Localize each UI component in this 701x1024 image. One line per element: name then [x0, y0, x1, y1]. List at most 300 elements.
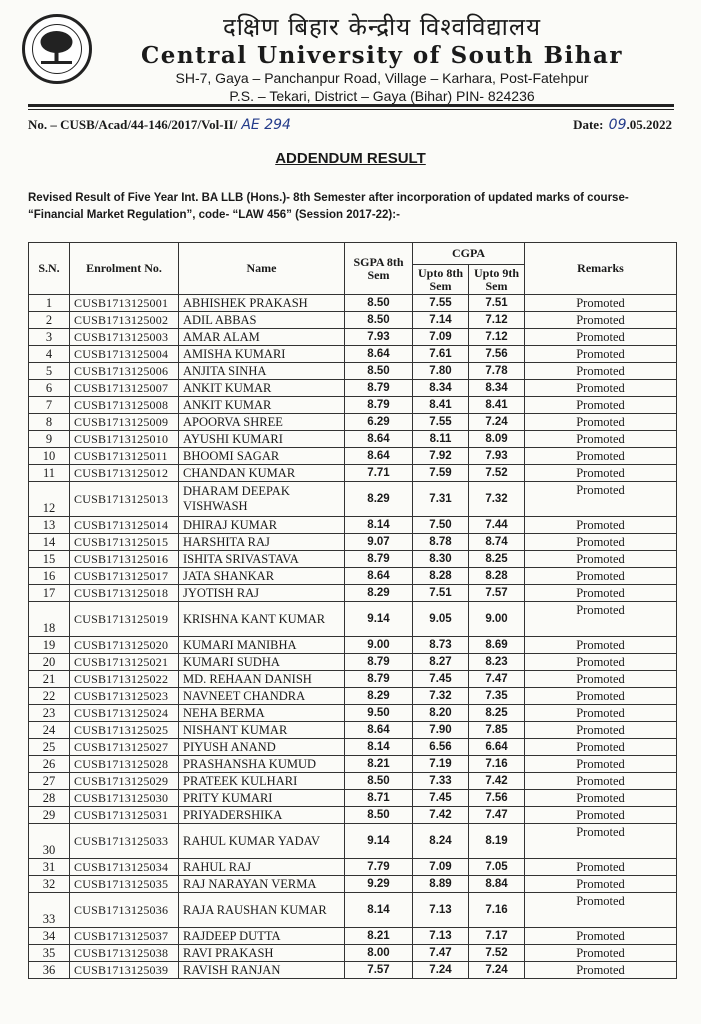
cell-enrolment: CUSB1713125027: [70, 739, 179, 756]
cell-name: MD. REHAAN DANISH: [179, 671, 345, 688]
cell-name: APOORVA SHREE: [179, 414, 345, 431]
cell-sgpa: 8.29: [345, 585, 413, 602]
cell-enrolment: CUSB1713125010: [70, 431, 179, 448]
table-row: [29, 517, 677, 534]
cell-remarks: Promoted: [525, 448, 677, 465]
cell-cgpa-upto9: 7.12: [469, 312, 525, 329]
cell-remarks: Promoted: [525, 482, 677, 517]
table-row: [29, 312, 677, 329]
cell-enrolment: CUSB1713125031: [70, 807, 179, 824]
cell-cgpa-upto8: 8.89: [413, 876, 469, 893]
cell-enrolment: CUSB1713125011: [70, 448, 179, 465]
cell-sgpa: 9.29: [345, 876, 413, 893]
cell-name: NEHA BERMA: [179, 705, 345, 722]
cell-remarks: Promoted: [525, 824, 677, 859]
cell-cgpa-upto9: 8.25: [469, 551, 525, 568]
cell-cgpa-upto9: 8.74: [469, 534, 525, 551]
cell-cgpa-upto8: 8.28: [413, 568, 469, 585]
cell-sgpa: 8.50: [345, 295, 413, 312]
cell-sn: 11: [29, 465, 70, 482]
cell-cgpa-upto9: 8.25: [469, 705, 525, 722]
cell-cgpa-upto9: 7.47: [469, 807, 525, 824]
cell-remarks: Promoted: [525, 568, 677, 585]
cell-sgpa: 8.29: [345, 482, 413, 517]
cell-remarks: Promoted: [525, 876, 677, 893]
cell-cgpa-upto8: 8.11: [413, 431, 469, 448]
cell-sgpa: 8.64: [345, 346, 413, 363]
cell-sn: 14: [29, 534, 70, 551]
cell-sgpa: 8.14: [345, 517, 413, 534]
cell-cgpa-upto9: 7.17: [469, 928, 525, 945]
cell-enrolment: CUSB1713125014: [70, 517, 179, 534]
cell-name: RAVI PRAKASH: [179, 945, 345, 962]
table-row: [29, 568, 677, 585]
cell-enrolment: CUSB1713125006: [70, 363, 179, 380]
table-row: [29, 654, 677, 671]
cell-sn: 5: [29, 363, 70, 380]
cell-remarks: Promoted: [525, 295, 677, 312]
cell-sgpa: 8.79: [345, 397, 413, 414]
cell-cgpa-upto9: 7.78: [469, 363, 525, 380]
cell-enrolment: CUSB1713125037: [70, 928, 179, 945]
cell-cgpa-upto9: 7.47: [469, 671, 525, 688]
cell-name: ADIL ABBAS: [179, 312, 345, 329]
cell-sn: 20: [29, 654, 70, 671]
cell-sn: 31: [29, 859, 70, 876]
cell-cgpa-upto8: 7.50: [413, 517, 469, 534]
cell-sn: 6: [29, 380, 70, 397]
header-sn: S.N.: [29, 243, 70, 295]
table-row: [29, 380, 677, 397]
cell-remarks: Promoted: [525, 790, 677, 807]
cell-sn: 12: [29, 482, 70, 517]
cell-sn: 9: [29, 431, 70, 448]
cell-cgpa-upto8: 8.78: [413, 534, 469, 551]
cell-name: PIYUSH ANAND: [179, 739, 345, 756]
cell-sgpa: 9.00: [345, 637, 413, 654]
cell-sn: 36: [29, 962, 70, 979]
cell-cgpa-upto8: 7.33: [413, 773, 469, 790]
table-row: [29, 465, 677, 482]
cell-cgpa-upto8: 7.24: [413, 962, 469, 979]
cell-sn: 1: [29, 295, 70, 312]
header-enrolment: Enrolment No.: [70, 243, 179, 295]
cell-enrolment: CUSB1713125033: [70, 824, 179, 859]
cell-name: NISHANT KUMAR: [179, 722, 345, 739]
cell-sgpa: 8.14: [345, 893, 413, 928]
cell-sn: 24: [29, 722, 70, 739]
cell-cgpa-upto9: 7.35: [469, 688, 525, 705]
cell-remarks: Promoted: [525, 585, 677, 602]
cell-cgpa-upto9: 8.09: [469, 431, 525, 448]
cell-enrolment: CUSB1713125003: [70, 329, 179, 346]
cell-sn: 23: [29, 705, 70, 722]
cell-sn: 33: [29, 893, 70, 928]
cell-sgpa: 8.79: [345, 380, 413, 397]
table-row: [29, 551, 677, 568]
cell-cgpa-upto9: 7.56: [469, 346, 525, 363]
reference-number: [28, 117, 291, 133]
table-row: [29, 876, 677, 893]
cell-remarks: Promoted: [525, 551, 677, 568]
cell-cgpa-upto8: 8.41: [413, 397, 469, 414]
cell-cgpa-upto9: 7.24: [469, 414, 525, 431]
cell-name: KRISHNA KANT KUMAR: [179, 602, 345, 637]
document-title: ADDENDUM RESULT: [275, 150, 426, 167]
table-row: [29, 363, 677, 380]
cell-sn: 25: [29, 739, 70, 756]
cell-name: KUMARI SUDHA: [179, 654, 345, 671]
address-line-1: SH-7, Gaya – Panchanpur Road, Village – Karhara, Post-Fatehpur: [175, 70, 589, 86]
table-row: [29, 756, 677, 773]
cell-sn: 32: [29, 876, 70, 893]
cell-sgpa: 9.14: [345, 602, 413, 637]
cell-cgpa-upto9: 8.69: [469, 637, 525, 654]
cell-remarks: Promoted: [525, 705, 677, 722]
cell-cgpa-upto8: 7.55: [413, 295, 469, 312]
cell-remarks: Promoted: [525, 945, 677, 962]
table-row: [29, 739, 677, 756]
cell-remarks: Promoted: [525, 859, 677, 876]
cell-name: PRITY KUMARI: [179, 790, 345, 807]
cell-cgpa-upto9: 9.00: [469, 602, 525, 637]
cell-cgpa-upto9: 7.16: [469, 893, 525, 928]
cell-sn: 10: [29, 448, 70, 465]
cell-enrolment: CUSB1713125029: [70, 773, 179, 790]
header-cgpa: CGPA: [413, 243, 525, 265]
cell-sn: 18: [29, 602, 70, 637]
table-row: [29, 790, 677, 807]
cell-sgpa: 8.79: [345, 671, 413, 688]
cell-sn: 30: [29, 824, 70, 859]
table-row: [29, 773, 677, 790]
cell-sgpa: 9.07: [345, 534, 413, 551]
address-line-2: P.S. – Tekari, District – Gaya (Bihar) PIN- 824236: [229, 88, 535, 104]
cell-enrolment: CUSB1713125008: [70, 397, 179, 414]
cell-sgpa: 6.29: [345, 414, 413, 431]
cell-cgpa-upto9: 7.16: [469, 756, 525, 773]
cell-sn: 13: [29, 517, 70, 534]
cell-cgpa-upto8: 7.47: [413, 945, 469, 962]
cell-sgpa: 8.64: [345, 431, 413, 448]
date-printed: .05.2022: [626, 117, 672, 132]
cell-remarks: Promoted: [525, 739, 677, 756]
cell-name: DHIRAJ KUMAR: [179, 517, 345, 534]
cell-remarks: Promoted: [525, 807, 677, 824]
cell-cgpa-upto9: 7.32: [469, 482, 525, 517]
cell-remarks: Promoted: [525, 688, 677, 705]
table-row: [29, 859, 677, 876]
cell-enrolment: CUSB1713125038: [70, 945, 179, 962]
cell-remarks: Promoted: [525, 671, 677, 688]
cell-sgpa: 8.79: [345, 654, 413, 671]
cell-cgpa-upto9: 7.52: [469, 465, 525, 482]
header-name: Name: [179, 243, 345, 295]
cell-cgpa-upto9: 7.85: [469, 722, 525, 739]
cell-enrolment: CUSB1713125028: [70, 756, 179, 773]
cell-name: PRASHANSHA KUMUD: [179, 756, 345, 773]
cell-cgpa-upto8: 8.20: [413, 705, 469, 722]
table-row: [29, 637, 677, 654]
cell-name: RAJA RAUSHAN KUMAR: [179, 893, 345, 928]
cell-name: ANJITA SINHA: [179, 363, 345, 380]
cell-name: AYUSHI KUMARI: [179, 431, 345, 448]
cell-cgpa-upto8: 7.42: [413, 807, 469, 824]
cell-sgpa: 8.14: [345, 739, 413, 756]
cell-remarks: Promoted: [525, 363, 677, 380]
cell-sn: 35: [29, 945, 70, 962]
cell-sgpa: 7.79: [345, 859, 413, 876]
cell-enrolment: CUSB1713125013: [70, 482, 179, 517]
cell-sn: 27: [29, 773, 70, 790]
cell-remarks: Promoted: [525, 329, 677, 346]
intro-paragraph: Revised Result of Five Year Int. BA LLB (Hons.)- 8th Semester after incorporation of updated marks of course- “Financial Market Regulation”, code- “LAW 456” (Session 2017-22):-: [28, 192, 629, 221]
cell-remarks: Promoted: [525, 312, 677, 329]
cell-cgpa-upto8: 7.59: [413, 465, 469, 482]
table-row: [29, 928, 677, 945]
cell-enrolment: CUSB1713125012: [70, 465, 179, 482]
table-row: [29, 346, 677, 363]
university-name-english: Central University of South Bihar: [140, 42, 624, 69]
cell-name: PRATEEK KULHARI: [179, 773, 345, 790]
cell-sgpa: 9.50: [345, 705, 413, 722]
cell-name: RAHUL KUMAR YADAV: [179, 824, 345, 859]
result-table: [28, 242, 677, 979]
cell-sn: 34: [29, 928, 70, 945]
cell-remarks: Promoted: [525, 431, 677, 448]
cell-remarks: Promoted: [525, 534, 677, 551]
cell-sn: 3: [29, 329, 70, 346]
cell-sgpa: 8.50: [345, 312, 413, 329]
cell-sgpa: 8.71: [345, 790, 413, 807]
cell-cgpa-upto8: 7.32: [413, 688, 469, 705]
cell-enrolment: CUSB1713125020: [70, 637, 179, 654]
cell-sn: 26: [29, 756, 70, 773]
cell-cgpa-upto8: 7.13: [413, 893, 469, 928]
cell-enrolment: CUSB1713125034: [70, 859, 179, 876]
cell-enrolment: CUSB1713125019: [70, 602, 179, 637]
table-row: [29, 824, 677, 859]
cell-sn: 15: [29, 551, 70, 568]
cell-sgpa: 8.64: [345, 448, 413, 465]
cell-enrolment: CUSB1713125017: [70, 568, 179, 585]
cell-name: AMAR ALAM: [179, 329, 345, 346]
cell-sn: 19: [29, 637, 70, 654]
cell-name: AMISHA KUMARI: [179, 346, 345, 363]
cell-name: BHOOMI SAGAR: [179, 448, 345, 465]
header-divider: [28, 104, 674, 110]
cell-name: RAHUL RAJ: [179, 859, 345, 876]
cell-enrolment: CUSB1713125021: [70, 654, 179, 671]
cell-name: JYOTISH RAJ: [179, 585, 345, 602]
cell-name: RAJDEEP DUTTA: [179, 928, 345, 945]
cell-remarks: Promoted: [525, 346, 677, 363]
cell-sgpa: 7.71: [345, 465, 413, 482]
cell-name: PRIYADERSHIKA: [179, 807, 345, 824]
table-row: [29, 482, 677, 517]
cell-name: NAVNEET CHANDRA: [179, 688, 345, 705]
cell-remarks: Promoted: [525, 756, 677, 773]
table-row: [29, 295, 677, 312]
university-name-hindi: दक्षिण बिहार केन्द्रीय विश्वविद्यालय: [222, 13, 542, 41]
cell-remarks: Promoted: [525, 397, 677, 414]
date-handwritten: 09: [608, 117, 627, 133]
cell-cgpa-upto9: 7.57: [469, 585, 525, 602]
cell-cgpa-upto9: 7.56: [469, 790, 525, 807]
cell-cgpa-upto9: 7.12: [469, 329, 525, 346]
cell-name: HARSHITA RAJ: [179, 534, 345, 551]
cell-remarks: Promoted: [525, 637, 677, 654]
reference-number-handwritten: AE 294: [241, 117, 291, 133]
cell-enrolment: CUSB1713125004: [70, 346, 179, 363]
cell-cgpa-upto8: 9.05: [413, 602, 469, 637]
cell-cgpa-upto8: 7.14: [413, 312, 469, 329]
cell-sgpa: 8.64: [345, 568, 413, 585]
seal-tree-icon: [32, 24, 82, 74]
cell-sgpa: 8.29: [345, 688, 413, 705]
cell-cgpa-upto8: 8.34: [413, 380, 469, 397]
cell-cgpa-upto8: 7.55: [413, 414, 469, 431]
cell-enrolment: CUSB1713125015: [70, 534, 179, 551]
cell-cgpa-upto8: 7.90: [413, 722, 469, 739]
date-label: Date:: [573, 117, 604, 132]
cell-name: ANKIT KUMAR: [179, 397, 345, 414]
cell-name: CHANDAN KUMAR: [179, 465, 345, 482]
cell-cgpa-upto9: 8.28: [469, 568, 525, 585]
result-table-body: [29, 295, 677, 979]
cell-sgpa: 7.93: [345, 329, 413, 346]
cell-remarks: Promoted: [525, 893, 677, 928]
cell-cgpa-upto9: 7.51: [469, 295, 525, 312]
cell-remarks: Promoted: [525, 602, 677, 637]
cell-name: RAJ NARAYAN VERMA: [179, 876, 345, 893]
cell-name: ABHISHEK PRAKASH: [179, 295, 345, 312]
cell-cgpa-upto9: 7.42: [469, 773, 525, 790]
table-row: [29, 414, 677, 431]
cell-enrolment: CUSB1713125016: [70, 551, 179, 568]
table-row: [29, 448, 677, 465]
cell-sn: 29: [29, 807, 70, 824]
cell-enrolment: CUSB1713125035: [70, 876, 179, 893]
cell-cgpa-upto9: 7.93: [469, 448, 525, 465]
cell-sn: 22: [29, 688, 70, 705]
cell-name: KUMARI MANIBHA: [179, 637, 345, 654]
cell-cgpa-upto8: 7.09: [413, 329, 469, 346]
cell-cgpa-upto8: 7.45: [413, 671, 469, 688]
cell-cgpa-upto8: 8.24: [413, 824, 469, 859]
cell-remarks: Promoted: [525, 773, 677, 790]
cell-remarks: Promoted: [525, 414, 677, 431]
cell-sgpa: 8.64: [345, 722, 413, 739]
cell-cgpa-upto8: 7.13: [413, 928, 469, 945]
cell-sgpa: 8.50: [345, 363, 413, 380]
table-row: [29, 945, 677, 962]
cell-sgpa: 8.50: [345, 773, 413, 790]
cell-cgpa-upto8: 6.56: [413, 739, 469, 756]
cell-remarks: Promoted: [525, 722, 677, 739]
cell-enrolment: CUSB1713125023: [70, 688, 179, 705]
cell-cgpa-upto9: 8.41: [469, 397, 525, 414]
table-row: [29, 705, 677, 722]
cell-sgpa: 9.14: [345, 824, 413, 859]
header-remarks: Remarks: [525, 243, 677, 295]
table-row: [29, 962, 677, 979]
cell-cgpa-upto8: 7.80: [413, 363, 469, 380]
cell-enrolment: CUSB1713125018: [70, 585, 179, 602]
cell-sn: 8: [29, 414, 70, 431]
cell-enrolment: CUSB1713125039: [70, 962, 179, 979]
table-row: [29, 397, 677, 414]
cell-sn: 2: [29, 312, 70, 329]
cell-enrolment: CUSB1713125007: [70, 380, 179, 397]
cell-enrolment: CUSB1713125025: [70, 722, 179, 739]
cell-sgpa: 8.21: [345, 756, 413, 773]
cell-enrolment: CUSB1713125002: [70, 312, 179, 329]
table-row: [29, 602, 677, 637]
cell-cgpa-upto9: 7.24: [469, 962, 525, 979]
cell-cgpa-upto9: 6.64: [469, 739, 525, 756]
cell-sgpa: 8.00: [345, 945, 413, 962]
cell-cgpa-upto8: 7.51: [413, 585, 469, 602]
cell-remarks: Promoted: [525, 517, 677, 534]
cell-sgpa: 8.50: [345, 807, 413, 824]
cell-enrolment: CUSB1713125024: [70, 705, 179, 722]
cell-cgpa-upto9: 8.84: [469, 876, 525, 893]
cell-cgpa-upto8: 7.45: [413, 790, 469, 807]
cell-cgpa-upto9: 7.44: [469, 517, 525, 534]
cell-sn: 4: [29, 346, 70, 363]
cell-sgpa: 8.21: [345, 928, 413, 945]
cell-cgpa-upto8: 7.09: [413, 859, 469, 876]
cell-remarks: Promoted: [525, 928, 677, 945]
cell-sn: 7: [29, 397, 70, 414]
cell-name: RAVISH RANJAN: [179, 962, 345, 979]
cell-enrolment: CUSB1713125030: [70, 790, 179, 807]
table-row: [29, 807, 677, 824]
cell-enrolment: CUSB1713125009: [70, 414, 179, 431]
cell-cgpa-upto9: 8.34: [469, 380, 525, 397]
cell-sn: 28: [29, 790, 70, 807]
cell-name: ANKIT KUMAR: [179, 380, 345, 397]
cell-sn: 21: [29, 671, 70, 688]
cell-sn: 17: [29, 585, 70, 602]
cell-sgpa: 8.79: [345, 551, 413, 568]
cell-name: JATA SHANKAR: [179, 568, 345, 585]
table-row: [29, 534, 677, 551]
cell-enrolment: CUSB1713125022: [70, 671, 179, 688]
document-date: [573, 117, 672, 133]
cell-cgpa-upto8: 7.61: [413, 346, 469, 363]
cell-remarks: Promoted: [525, 654, 677, 671]
table-row: [29, 671, 677, 688]
cell-cgpa-upto9: 7.52: [469, 945, 525, 962]
table-row: [29, 329, 677, 346]
cell-cgpa-upto9: 8.23: [469, 654, 525, 671]
cell-name: DHARAM DEEPAK VISHWASH: [179, 482, 345, 517]
cell-cgpa-upto8: 7.31: [413, 482, 469, 517]
cell-cgpa-upto8: 8.27: [413, 654, 469, 671]
cell-remarks: Promoted: [525, 962, 677, 979]
header-upto8: Upto 8th Sem: [413, 265, 469, 295]
cell-remarks: Promoted: [525, 380, 677, 397]
cell-cgpa-upto8: 7.19: [413, 756, 469, 773]
cell-cgpa-upto9: 7.05: [469, 859, 525, 876]
reference-number-printed: No. – CUSB/Acad/44-146/2017/Vol-II/: [28, 117, 238, 132]
table-row: [29, 688, 677, 705]
table-row: [29, 722, 677, 739]
cell-remarks: Promoted: [525, 465, 677, 482]
cell-cgpa-upto9: 8.19: [469, 824, 525, 859]
